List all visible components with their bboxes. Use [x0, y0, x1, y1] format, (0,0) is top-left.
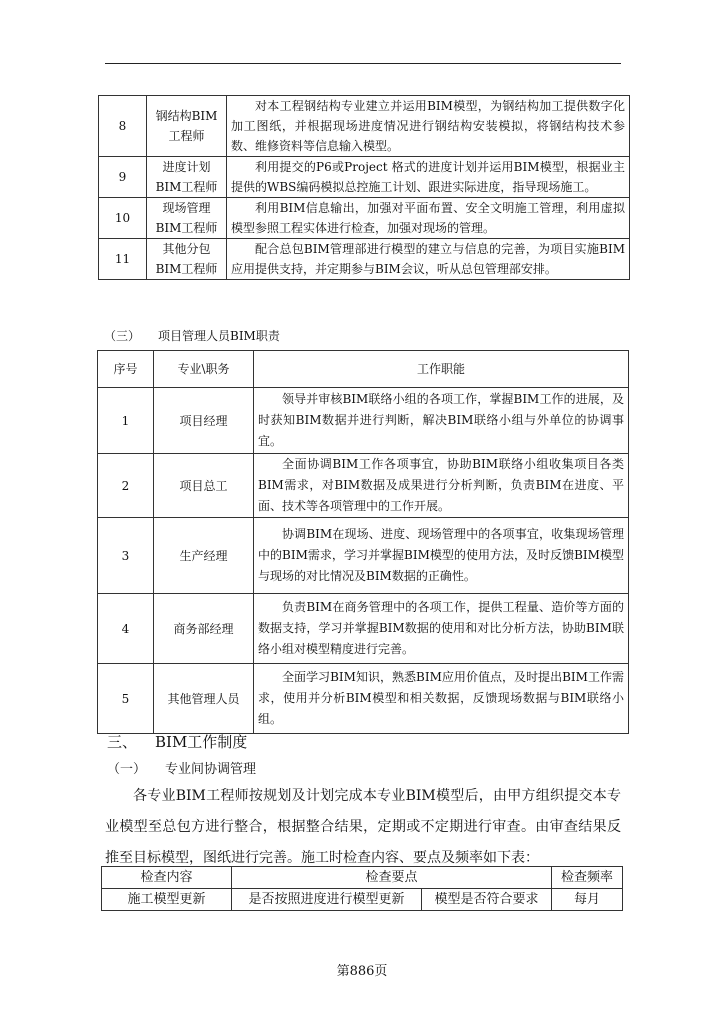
row-number: 5 — [98, 664, 154, 734]
check-point: 是否按照进度进行模型更新 — [232, 889, 422, 911]
table-row — [99, 198, 630, 239]
table-row — [98, 518, 629, 594]
row-number: 8 — [99, 96, 147, 157]
duty-text: 利用提交的P6或Project 格式的进度计划并运用BIM模型，根据业主提供的WBS编码模拟总控施工计划、跟进实际进度，指导现场施工。 — [227, 157, 630, 198]
duty-text: 领导并审核BIM联络小组的各项工作，掌握BIM工作的进展，及时获知BIM数据并进行判断，解决BIM联络小组与外单位的协调事宜。 — [254, 388, 629, 454]
check-point: 模型是否符合要求 — [422, 889, 552, 911]
role-name: 进度计划BIM工程师 — [147, 157, 227, 198]
row-number: 3 — [98, 518, 154, 594]
check-frequency: 每月 — [552, 889, 623, 911]
duty-text: 全面协调BIM工作各项事宜，协助BIM联络小组收集项目各类BIM需求，对BIM数据及成果进行分析判断，负责BIM在进度、平面、技术等各项管理中的工作开展。 — [254, 454, 629, 518]
table-row — [99, 96, 630, 157]
section-title: BIM工作制度 — [155, 733, 248, 751]
section-heading — [107, 731, 247, 752]
subsection-heading — [104, 327, 280, 344]
role-name: 钢结构BIM工程师 — [147, 96, 227, 157]
table-row — [99, 239, 630, 280]
duty-text: 协调BIM在现场、进度、现场管理中的各项事宜，收集现场管理中的BIM需求，学习并掌握BIM模型的使用方法，及时反馈BIM模型与现场的对比情况及BIM数据的正确性。 — [254, 518, 629, 594]
section-number: 三、 — [107, 733, 138, 751]
table-row — [99, 157, 630, 198]
row-number: 9 — [99, 157, 147, 198]
check-content: 施工模型更新 — [102, 889, 232, 911]
row-number: 10 — [99, 198, 147, 239]
subsection-number: （一） — [107, 762, 147, 777]
table-row — [98, 454, 629, 518]
table-row — [98, 594, 629, 664]
row-number: 2 — [98, 454, 154, 518]
header-role: 专业\职务 — [154, 351, 254, 388]
table-row — [102, 889, 623, 911]
subsection-heading — [107, 758, 256, 777]
duty-text: 配合总包BIM管理部进行模型的建立与信息的完善，为项目实施BIM应用提供支持，并定期参与BIM会议，听从总包管理部安排。 — [227, 239, 630, 280]
table-row — [98, 664, 629, 734]
table-header-row — [98, 351, 629, 388]
management-bim-duty-table — [97, 350, 629, 734]
row-number: 1 — [98, 388, 154, 454]
header-duty: 工作职能 — [254, 351, 629, 388]
row-number: 11 — [99, 239, 147, 280]
page-number: 第886页 — [336, 964, 388, 979]
role-name: 项目总工 — [154, 454, 254, 518]
subsection-number: （三） — [104, 329, 141, 343]
role-name: 其他分包BIM工程师 — [147, 239, 227, 280]
subsection-title: 项目管理人员BIM职责 — [158, 329, 280, 343]
header-content: 检查内容 — [102, 867, 232, 889]
role-name: 商务部经理 — [154, 594, 254, 664]
duty-text: 全面学习BIM知识，熟悉BIM应用价值点，及时提出BIM工作需求，使用并分析BIM模型和相关数据，反馈现场数据与BIM联络小组。 — [254, 664, 629, 734]
role-name: 其他管理人员 — [154, 664, 254, 734]
bim-engineer-duty-table-continued — [98, 95, 630, 280]
duty-text: 对本工程钢结构专业建立并运用BIM模型，为钢结构加工提供数字化加工图纸，并根据现场进度情况进行钢结构安装模拟，将钢结构技术参数、维修资料等信息输入模型。 — [227, 96, 630, 157]
role-name: 现场管理BIM工程师 — [147, 198, 227, 239]
role-name: 项目经理 — [154, 388, 254, 454]
body-paragraph: 各专业BIM工程师按规划及计划完成本专业BIM模型后，由甲方组织提交本专业模型至总包方进行整合，根据整合结果，定期或不定期进行审查。由审查结果反推至目标模型，图纸进行完善。施工时检查内容、要点及频率如下表： — [105, 788, 621, 866]
header-no: 序号 — [98, 351, 154, 388]
row-number: 4 — [98, 594, 154, 664]
inspection-table — [101, 866, 623, 911]
table-header-row — [102, 867, 623, 889]
header-frequency: 检查频率 — [552, 867, 623, 889]
header-points: 检查要点 — [232, 867, 552, 889]
duty-text: 利用BIM信息输出，加强对平面布置、安全文明施工管理，利用虚拟模型参照工程实体进行检查，加强对现场的管理。 — [227, 198, 630, 239]
role-name: 生产经理 — [154, 518, 254, 594]
subsection-title: 专业间协调管理 — [165, 762, 257, 777]
duty-text: 负责BIM在商务管理中的各项工作，提供工程量、造价等方面的数据支持，学习并掌握BIM数据的使用和对比分析方法，协助BIM联络小组对模型精度进行完善。 — [254, 594, 629, 664]
table-row — [98, 388, 629, 454]
header-rule — [105, 63, 621, 64]
